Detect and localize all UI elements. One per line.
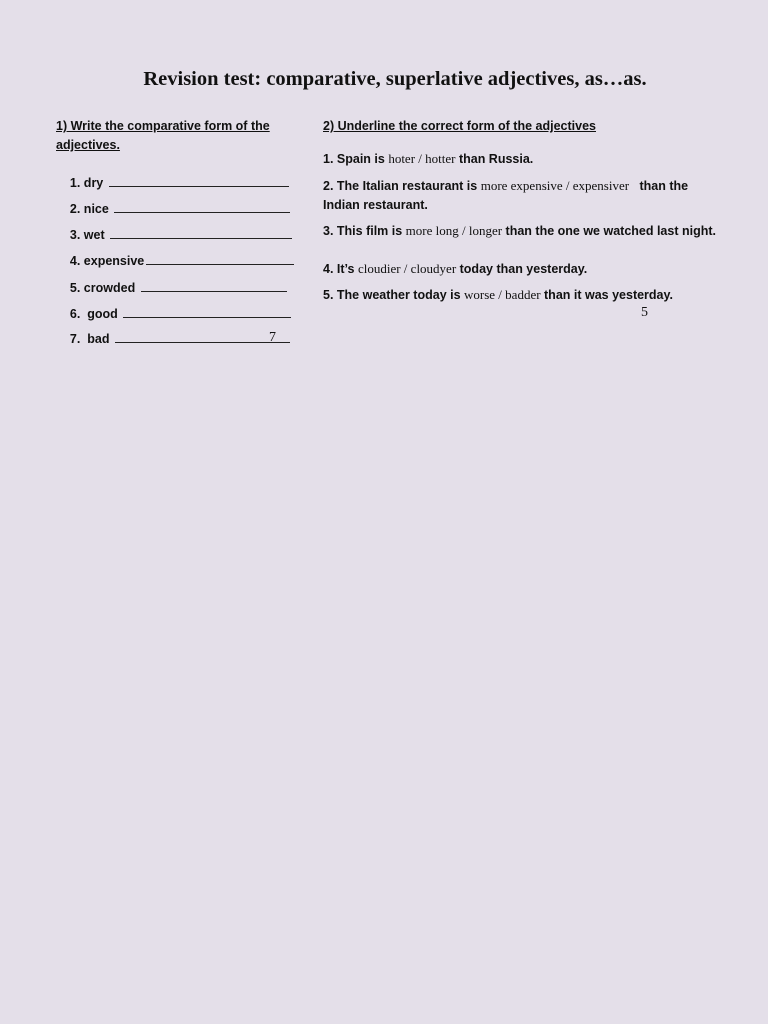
exercise-item xyxy=(323,285,718,305)
section2-score: 5 xyxy=(641,305,648,320)
section1-heading-line1: 1) Write the comparative form of the xyxy=(56,119,270,133)
item-label: 7. bad xyxy=(69,332,113,346)
answer-blank[interactable] xyxy=(115,330,290,343)
item-text: than it was yesterday. xyxy=(540,288,674,302)
item-text: than the one we watched last night. xyxy=(502,224,716,238)
item-label: 4. expensive xyxy=(69,254,145,268)
item-label: 1. dry xyxy=(69,176,107,190)
page-title: Revision test: comparative, superlative adjectives, as…as. xyxy=(143,68,647,90)
item-text: 4. It’s xyxy=(323,262,358,276)
item-text: than Russia. xyxy=(455,152,534,166)
item-text: than the Indian restaurant. xyxy=(323,179,692,212)
item-text: today than yesterday. xyxy=(456,262,588,276)
item-text: 5. The weather today is xyxy=(323,288,465,302)
item-label: 6. good xyxy=(69,307,122,321)
item-text: 2. The Italian restaurant is xyxy=(323,179,481,193)
item-options[interactable]: hoter / hotter xyxy=(388,151,456,166)
section1-heading-line2: adjectives. xyxy=(56,138,120,152)
item-text: 1. Spain is xyxy=(323,152,389,166)
item-label: 3. wet xyxy=(69,228,109,242)
item-options[interactable]: more long / longer xyxy=(405,223,503,238)
exercise-item xyxy=(323,149,718,169)
exercise-item xyxy=(323,176,718,215)
exercise-item xyxy=(323,259,718,279)
item-text: 3. This film is xyxy=(323,224,406,238)
section1-score: 7 xyxy=(269,330,276,345)
exercise-item xyxy=(323,221,718,241)
item-label: 2. nice xyxy=(69,202,113,216)
item-options[interactable]: more expensive / expensiver xyxy=(480,178,630,193)
item-options[interactable]: worse / badder xyxy=(464,287,541,302)
section2-heading: 2) Underline the correct form of the adjectives xyxy=(323,119,596,133)
exercise-item xyxy=(56,311,290,368)
item-options[interactable]: cloudier / cloudyer xyxy=(357,261,457,276)
item-label: 5. crowded xyxy=(69,281,139,295)
